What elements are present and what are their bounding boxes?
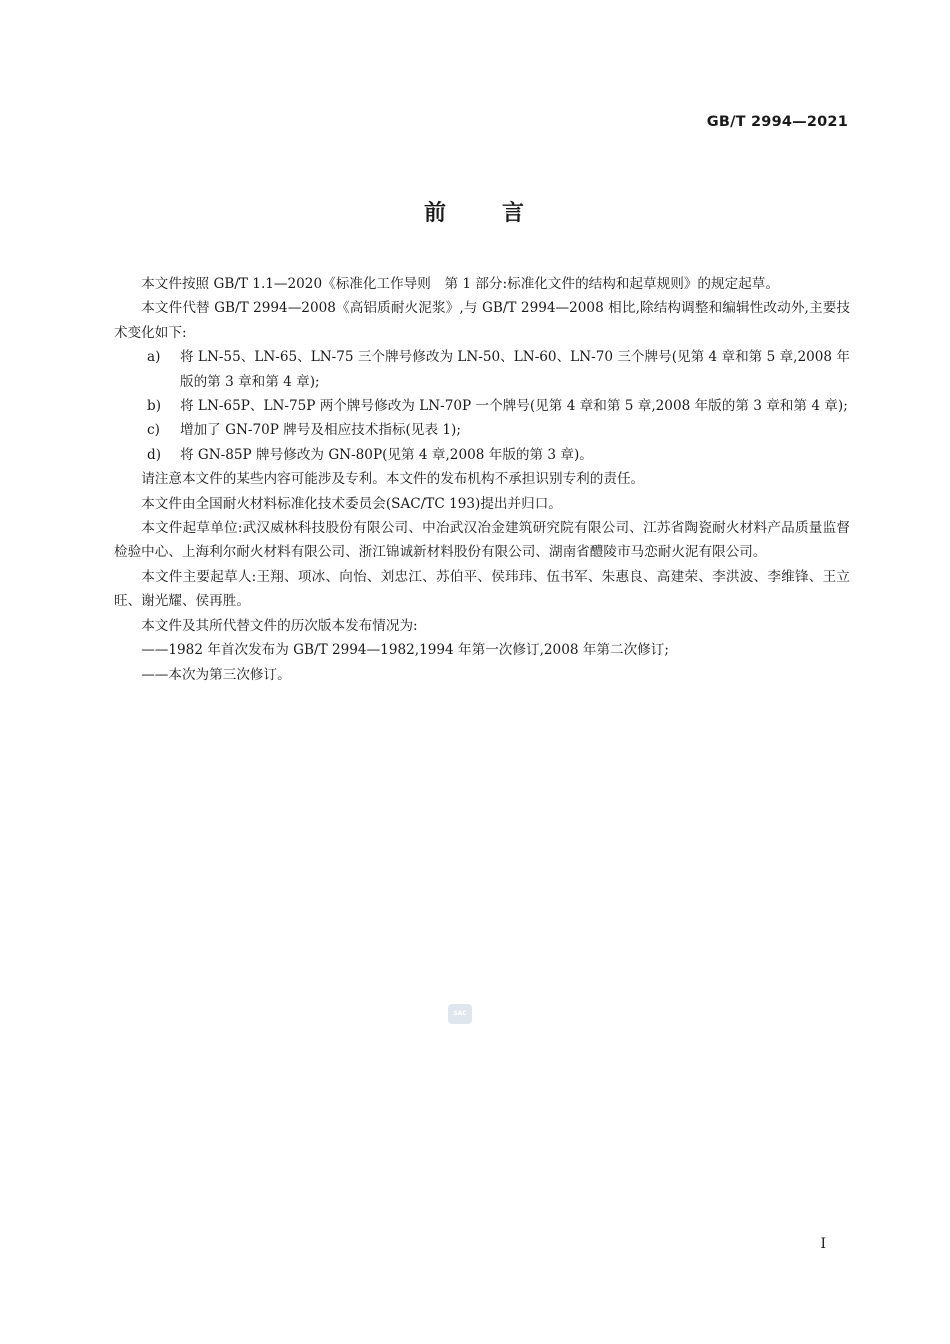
list-item-text: 增加了 GN-70P 牌号及相应技术指标(见表 1); [180,422,461,439]
paragraph-drafting-rules: 本文件按照 GB/T 1.1—2020《标准化工作导则 第 1 部分:标准化文件的结构和起草规则》的规定起草。 [141,276,779,292]
page-number: I [820,1236,826,1252]
changes-list [114,345,850,467]
list-item-text: 将 GN-85P 牌号修改为 GN-80P(见第 4 章,2008 年版的第 3 章)。 [180,446,593,463]
sac-watermark-logo: SAC [448,1004,472,1024]
list-item-marker: a) [147,349,161,366]
title-char-2: 言 [502,201,527,226]
list-item [114,394,850,418]
standard-code: GB/T 2994—2021 [706,114,848,130]
list-item-marker: b) [147,398,162,415]
list-item [114,345,850,394]
list-item-text: 将 LN-65P、LN-75P 两个牌号修改为 LN-70P 一个牌号(见第 4 章和第 5 章,2008 年版的第 3 章和第 4 章); [180,398,848,415]
paragraph-replacement: 本文件代替 GB/T 2994—2008《高铝质耐火泥浆》,与 GB/T 2994—2008 相比,除结构调整和编辑性改动外,主要技术变化如下: [114,300,850,341]
page-title [0,196,950,227]
paragraph-drafting-units: 本文件起草单位:武汉威林科技股份有限公司、中冶武汉冶金建筑研究院有限公司、江苏省陶瓷耐火材料产品质量监督检验中心、上海利尔耐火材料有限公司、浙江锦诚新材料股份有限公司、湖南省醴陵市马恋耐火泥有限公司。 [114,520,850,561]
paragraph-committee: 本文件由全国耐火材料标准化技术委员会(SAC/TC 193)提出并归口。 [141,495,562,512]
paragraph-drafters: 本文件主要起草人:王翔、项冰、向怡、刘忠江、苏伯平、侯玮玮、伍书军、朱惠良、高建荣、李洪波、李维锋、王立旺、谢光耀、侯再胜。 [114,568,850,610]
title-char-1: 前 [423,201,448,226]
foreword-body [114,272,850,687]
history-item: ——1982 年首次发布为 GB/T 2994—1982,1994 年第一次修订,2008 年第二次修订; [141,642,669,659]
list-item [114,443,850,467]
list-item [114,418,850,442]
list-item-marker: d) [147,446,162,463]
paragraph-history-intro: 本文件及其所代替文件的历次版本发布情况为: [141,617,418,634]
history-item: ——本次为第三次修订。 [141,666,291,683]
list-item-text: 将 LN-55、LN-65、LN-75 三个牌号修改为 LN-50、LN-60、LN-70 三个牌号(见第 4 章和第 5 章,2008 年版的第 3 章和第 4 章); [180,349,850,390]
list-item-marker: c) [147,422,160,439]
paragraph-patent-notice: 请注意本文件的某些内容可能涉及专利。本文件的发布机构不承担识别专利的责任。 [141,471,645,488]
